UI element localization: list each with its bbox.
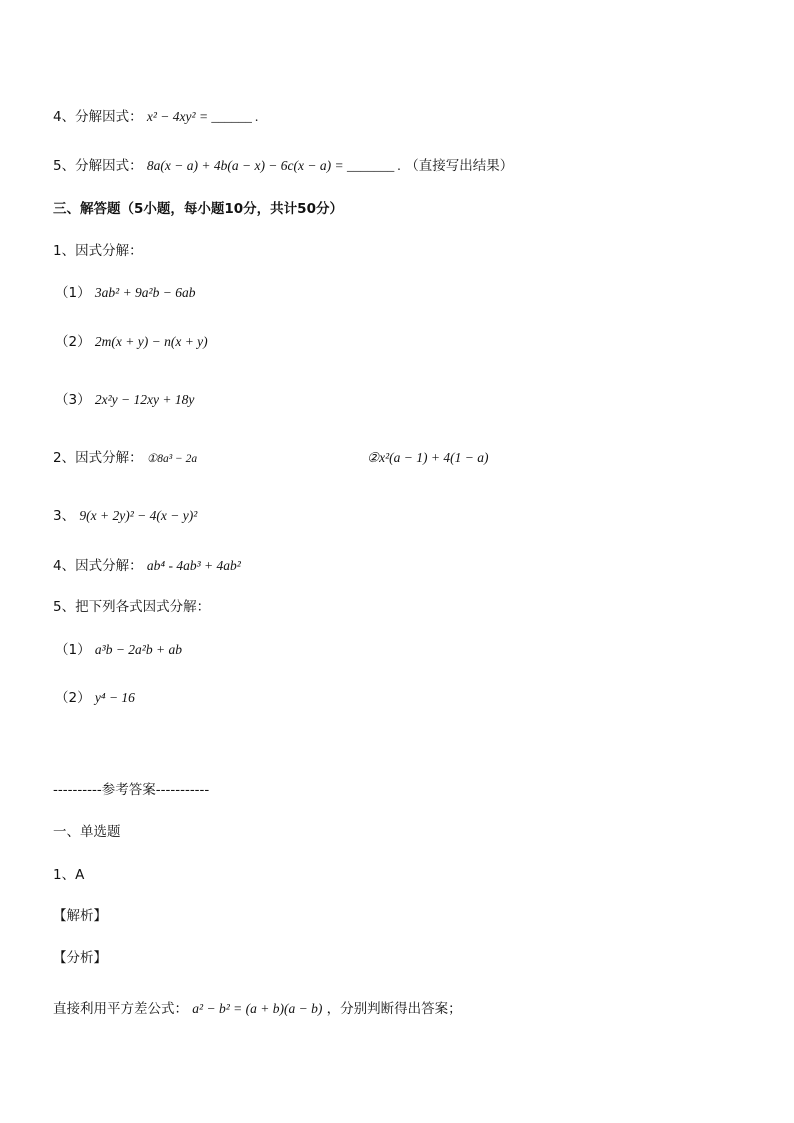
analysis-tag: 【解析】 bbox=[53, 908, 107, 924]
item-number: （2） bbox=[55, 334, 91, 350]
explanation-formula: a² − b² = (a + b)(a − b) bbox=[192, 1001, 323, 1016]
problem-5-item-2 bbox=[55, 688, 135, 708]
explanation-suffix: ，分别判断得出答案； bbox=[326, 1001, 462, 1017]
problem-2-label: 2、因式分解： bbox=[53, 450, 143, 466]
problem-1-item-3 bbox=[55, 390, 194, 410]
problem-1-item-2 bbox=[55, 332, 208, 352]
item-expression: a³b − 2a²b + ab bbox=[94, 642, 182, 657]
question-5-note: （直接写出结果） bbox=[405, 158, 514, 174]
section-3-title: 三、解答题（5小题，每小题10分，共计50分） bbox=[53, 201, 343, 217]
answer-section-1-title: 一、单选题 bbox=[53, 824, 121, 840]
explanation-prefix: 直接利用平方差公式： bbox=[53, 1001, 188, 1017]
item-number: （1） bbox=[55, 642, 91, 658]
analysis-subtag: 【分析】 bbox=[53, 950, 107, 966]
item-number: （3） bbox=[55, 392, 91, 408]
item-expression: 2m(x + y) − n(x + y) bbox=[94, 334, 208, 349]
problem-2-part-1: ①8a³ − 2a bbox=[146, 453, 198, 465]
problem-1-item-1 bbox=[55, 283, 195, 303]
problem-4-label: 4、因式分解： bbox=[53, 558, 143, 574]
question-5 bbox=[53, 156, 513, 176]
item-number: （2） bbox=[55, 690, 91, 706]
question-4-expression: x² − 4xy² = ______ . bbox=[146, 109, 259, 124]
question-5-label: 5、分解因式： bbox=[53, 158, 143, 174]
answer-1: 1、A bbox=[53, 867, 85, 883]
answer-divider: ----------参考答案----------- bbox=[53, 782, 210, 798]
item-expression: 3ab² + 9a²b − 6ab bbox=[94, 285, 196, 300]
problem-4-expression: ab⁴ - 4ab³ + 4ab² bbox=[146, 558, 241, 573]
problem-4 bbox=[53, 556, 241, 576]
question-4-label: 4、分解因式： bbox=[53, 109, 143, 125]
problem-5-item-1 bbox=[55, 640, 182, 660]
explanation bbox=[53, 999, 462, 1019]
problem-2 bbox=[53, 448, 197, 469]
problem-3-label: 3、 bbox=[53, 508, 76, 524]
problem-3-expression: 9(x + 2y)² − 4(x − y)² bbox=[79, 508, 198, 523]
problem-3 bbox=[53, 506, 197, 526]
item-number: （1） bbox=[55, 285, 91, 301]
question-4 bbox=[53, 107, 259, 127]
problem-5-label: 5、把下列各式因式分解： bbox=[53, 599, 211, 615]
problem-2-part-2: ②x²(a − 1) + 4(1 − a) bbox=[367, 450, 489, 465]
item-expression: 2x²y − 12xy + 18y bbox=[94, 392, 195, 407]
question-5-expression: 8a(x − a) + 4b(a − x) − 6c(x − a) = _______ . bbox=[146, 158, 401, 173]
problem-1-label: 1、因式分解： bbox=[53, 243, 143, 259]
problem-2-part-2-line bbox=[367, 448, 488, 468]
item-expression: y⁴ − 16 bbox=[94, 690, 135, 705]
